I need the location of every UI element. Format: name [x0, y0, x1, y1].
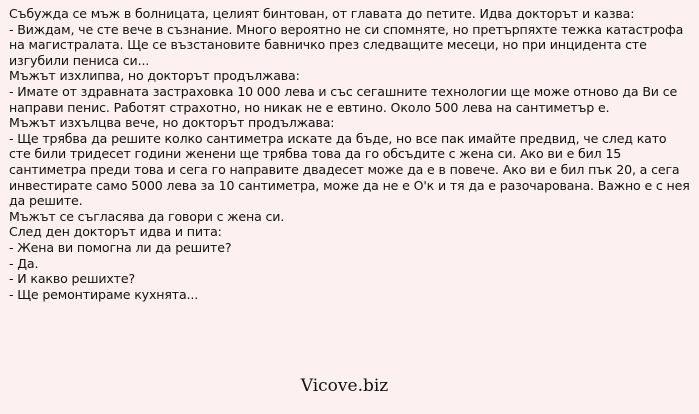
joke-line: Събужда се мъж в болницата, целият бинтован, от главата до петите. Идва докторът и казва: [9, 6, 635, 21]
joke-line: Мъжът се съгласява да говори с жена си. [9, 208, 285, 224]
site-footer [0, 376, 699, 396]
joke-line: - Виждам, че сте вече в съзнание. Много вероятно не си спомняте, но претърпяхте тежка катастрофа на магистралата. Ще се възстановите бавничко през следващите месеци, но при инцидента сте изгубили пениса си... [9, 21, 688, 68]
joke-line: - Жена ви помогна ли да решите? [9, 239, 232, 255]
joke-line: - Да. [9, 255, 39, 271]
joke-line: - Ще трябва да решите колко сантиметра искате да бъде, но все пак имайте предвид, че след като сте били тридесет години женени ще трябва това да го обсъдите с жена си. Ако ви е бил 15 сантиметра преди това и сега го направите двадесет може да е в повече. Ако ви е бил пък 20, а сега инвестирате само 5000 лева за 10 сантиметра, може да не е О'к и тя да е разочарована. Важно е с нея да решите. [9, 130, 694, 209]
joke-line: - Ще ремонтираме кухнята... [9, 286, 199, 302]
joke-line: - Имате от здравната застраховка 10 000 лева и със сегашните технологии ще може отново да Ви се направи пенис. Работят страхотно, но никак не е евтино. Около 500 лева на сантиметър е. [9, 83, 681, 115]
joke-line: - И какво решихте? [9, 271, 136, 287]
site-name: Vicove.biz [300, 376, 389, 396]
joke-text [9, 6, 694, 302]
joke-line: Мъжът изхлипва, но докторът продължава: [9, 68, 300, 84]
joke-line: Мъжът изхълцва вече, но докторът продължава: [9, 115, 335, 131]
joke-line: След ден докторът идва и пита: [9, 224, 222, 240]
